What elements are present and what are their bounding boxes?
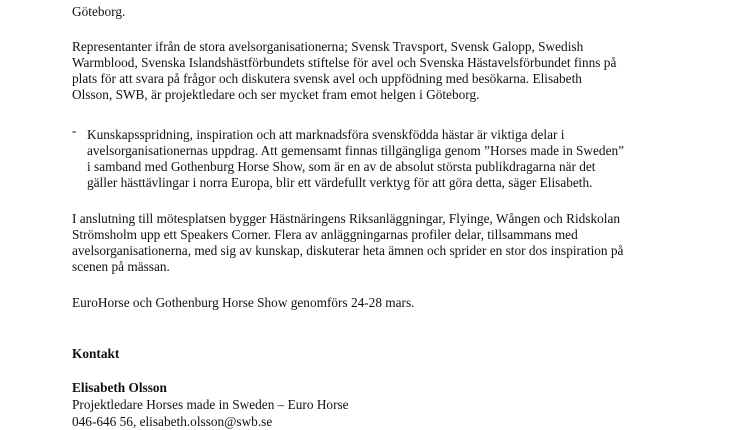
quote-dash: -	[72, 123, 77, 138]
paragraph-representatives: Representanter ifrån de stora avelsorganisationerna; Svensk Travsport, Svensk Galopp, Swedish Warmblood, Svenska Islandshästförbundets stiftelse för avel och Svenska Hästavelsförbundet finns på plats för att svara på frågor och diskutera svensk avel och uppfödning med besökarna. Elisabeth Olsson, SWB, är projektledare och ser mycket fram emot helgen i Göteborg.	[72, 39, 617, 102]
contact-role: Projektledare Horses made in Sweden – Euro Horse	[72, 397, 349, 412]
quote-paragraph: Kunskapsspridning, inspiration och att marknadsföra svenskfödda hästar är viktiga delar i avelsorganisationernas uppdrag. Att gemensamt finnas tillgängliga genom ”Horses made in Sweden” i samband med Gothenburg Horse Show, som är en av de absolut största publikdragarna när det gäller hästtävlingar i norra Europa, blir ett värdefullt verktyg för att göra detta, säger Elisabeth.	[87, 127, 625, 190]
contact-heading: Kontakt	[72, 346, 120, 361]
paragraph-dates: EuroHorse och Gothenburg Horse Show genomförs 24-28 mars.	[72, 295, 415, 310]
top-text-fragment: Göteborg.	[72, 4, 126, 19]
contact-phone-email: 046-646 56, elisabeth.olsson@swb.se	[72, 414, 273, 429]
contact-name: Elisabeth Olsson	[72, 380, 167, 395]
paragraph-speakers-corner: I anslutning till mötesplatsen bygger Hästnäringens Riksanläggningar, Flyinge, Wången och Ridskolan Strömsholm upp ett Speakers Corner. Flera av anläggningarnas profiler delar, tillsammans med avelsorganisationerna, med sig av kunskap, diskuterar heta ämnen och sprider en stor dos inspiration på scenen på mässan.	[72, 211, 624, 274]
